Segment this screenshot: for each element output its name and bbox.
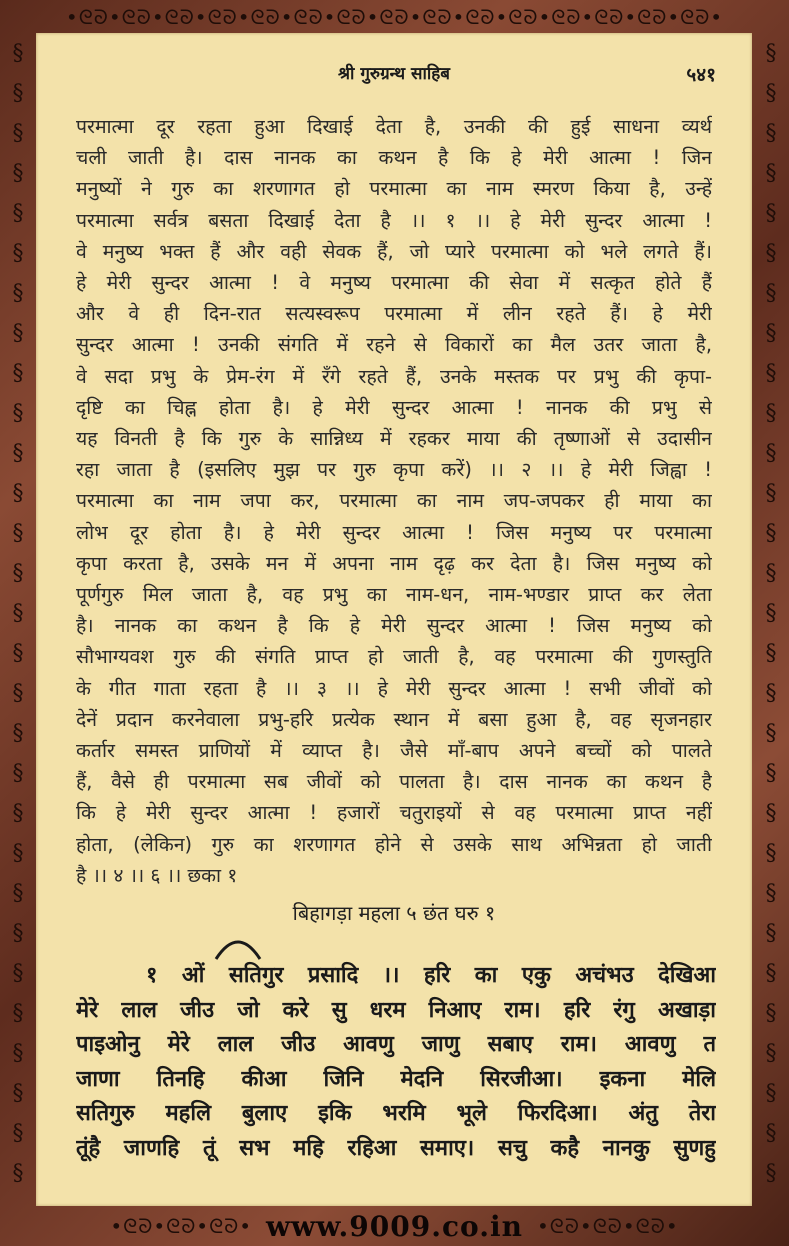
translation-line: कृपा करता है, उसके मन में अपना नाम दृढ़ कर देता है। जिस मनुष्य को xyxy=(76,551,712,575)
translation-line: के गीत गाता रहता है ।। ३ ।। हे मेरी सुन्दर आत्मा ! सभी जीवों को xyxy=(76,676,712,700)
top-ornament-border: •ᘓᘐ•ᘓᘐ•ᘓᘐ•ᘓᘐ•ᘓᘐ•ᘓᘐ•ᘓᘐ•ᘓᘐ•ᘓᘐ•ᘓᘐ•ᘓᘐ•ᘓᘐ•ᘓᘐ•ᘓᘐ•ᘓᘐ• xyxy=(65,5,724,29)
translation-line: पूर्णगुरु मिल जाता है, वह प्रभु का नाम-धन, नाम-भण्डार प्राप्त कर लेता xyxy=(76,583,712,607)
left-ornament-border: § § § § § § § § § § § § § § § § § § § § § § § § § § § § § xyxy=(12,41,24,1186)
translation-line: है। नानक का कथन है कि हे मेरी सुन्दर आत्मा ! जिस मनुष्य को xyxy=(76,614,712,638)
gurbani-line: मेरे लाल जीउ जो करे सु धरम निआए राम। हरि रंगु अखाड़ा xyxy=(76,997,716,1023)
translation-line: रहा जाता है (इसलिए मुझ पर गुरु कृपा करें) ।। २ ।। हे मेरी जिह्वा ! xyxy=(76,458,712,482)
translation-line: होता, (लेकिन) गुरु का शरणागत होने से उसके साथ अभिन्नता हो जाती xyxy=(76,832,712,856)
translation-line: मनुष्यों ने गुरु का शरणागत हो परमात्मा का नाम स्मरण किया है, उन्हें xyxy=(76,177,712,201)
gurbani-line: पाइओनु मेरे लाल जीउ आवणु जाणु सबाए राम। आवणु त xyxy=(76,1032,716,1057)
bottom-ornament-border xyxy=(0,1206,789,1246)
shabad-heading: बिहागड़ा महला ५ छंत घरु १ xyxy=(292,901,496,925)
translation-line: वे सदा प्रभु के प्रेम-रंग में रँगे रहते हैं, उनके मस्तक पर प्रभु की कृपा- xyxy=(76,364,712,388)
gurbani-line: सतिगुरु महलि बुलाए इकि भरमि भूले फिरदिआ। अंतु तेरा xyxy=(76,1101,716,1126)
translation-line: सुन्दर आत्मा ! उनकी संगति में रहने से विकारों का मैल उतर जाता है, xyxy=(76,333,712,357)
page-number: ५४१ xyxy=(686,64,716,86)
translation-line: दृष्टि का चिह्न होता है। हे मेरी सुन्दर आत्मा ! नानक की प्रभु से xyxy=(76,395,712,419)
translation-line: हैं, वैसे ही परमात्मा सब जीवों को पालता है। दास नानक का कथन है xyxy=(76,770,712,794)
translation-line: सौभाग्यवश गुरु की संगति प्राप्त हो जाती है, वह परमात्मा की गुणस्तुति xyxy=(76,645,712,669)
page-title: श्री गुरुग्रन्थ साहिब xyxy=(337,64,451,84)
translation-line: यह विनती है कि गुरु के सान्निध्य में रहकर माया की तृष्णाओं से उदासीन xyxy=(76,427,712,451)
website-watermark: www.9009.co.in xyxy=(266,1209,523,1243)
translation-line: कर्तार समस्त प्राणियों में व्याप्त है। जैसे माँ-बाप अपने बच्चों को पालते xyxy=(76,739,712,763)
translation-line: और वे ही दिन-रात सत्यस्वरूप परमात्मा में लीन रहते हैं। हे मेरी xyxy=(76,302,712,326)
page-header xyxy=(36,61,752,91)
translation-line: देनें प्रदान करनेवाला प्रभु-हरि प्रत्येक स्थान में बसा हुआ है, वह सृजनहार xyxy=(76,707,712,731)
translation-line: परमात्मा का नाम जपा कर, परमात्मा का नाम जप-जपकर ही माया का xyxy=(76,489,712,513)
gurbani-line: जाणा तिनहि कीआ जिनि मेदनि सिरजीआ। इकना मेलि xyxy=(76,1066,716,1092)
ornament-right: •ᘓᘐ•ᘓᘐ•ᘓᘐ• xyxy=(536,1214,679,1238)
scripture-page xyxy=(36,33,752,1206)
translation-line: हे मेरी सुन्दर आत्मा ! वे मनुष्य परमात्मा की सेवा में सत्कृत होते हैं xyxy=(76,271,712,295)
gurbani-verse xyxy=(76,959,716,1166)
gurbani-line: १ ओं सतिगुर प्रसादि ।। हरि का एकु अचंभउ देखिआ xyxy=(146,963,716,988)
translation-paragraph xyxy=(76,111,712,891)
translation-line: परमात्मा दूर रहता हुआ दिखाई देता है, उनकी की हुई साधना व्यर्थ xyxy=(76,115,712,138)
translation-line: है ।। ४ ।। ६ ।। छका १ xyxy=(76,863,238,887)
translation-line: वे मनुष्य भक्त हैं और वही सेवक हैं, जो प्यारे परमात्मा को भले लगते हैं। xyxy=(76,239,712,263)
translation-line: लोभ दूर होता है। हे मेरी सुन्दर आत्मा ! जिस मनुष्य पर परमात्मा xyxy=(76,520,712,544)
ornament-left: •ᘓᘐ•ᘓᘐ•ᘓᘐ• xyxy=(110,1214,253,1238)
right-ornament-border: § § § § § § § § § § § § § § § § § § § § § § § § § § § § § xyxy=(765,41,777,1186)
gurbani-line: तूंहै जाणहि तूं सभ महि रहिआ समाए। सचु कहै नानकु सुणहु xyxy=(76,1135,716,1161)
translation-line: कि हे मेरी सुन्दर आत्मा ! हजारों चतुराइयों से वह परमात्मा प्राप्त नहीं xyxy=(76,801,712,825)
translation-line: चली जाती है। दास नानक का कथन है कि हे मेरी आत्मा ! जिन xyxy=(76,146,712,170)
ek-onkar-arc-icon xyxy=(212,931,264,961)
translation-line: परमात्मा सर्वत्र बसता दिखाई देता है ।। १ ।। हे मेरी सुन्दर आत्मा ! xyxy=(76,208,712,232)
